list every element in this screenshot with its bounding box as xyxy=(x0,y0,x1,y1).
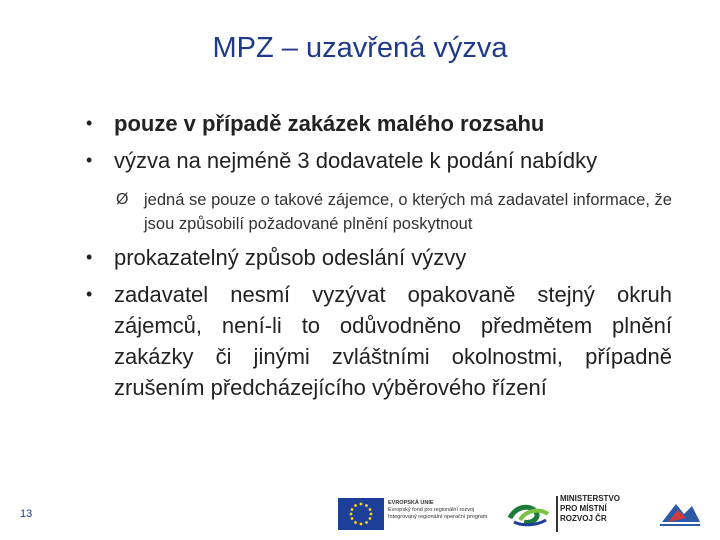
eu-line2: Evropský fond pro regionální rozvoj xyxy=(388,507,475,513)
sub-bullet-item xyxy=(86,188,672,236)
bullet-marker: • xyxy=(86,150,93,170)
bullet-item xyxy=(86,279,672,403)
eu-line1: EVROPSKÁ UNIE xyxy=(388,500,434,506)
bullet-marker: • xyxy=(86,247,93,267)
nok-logo-icon xyxy=(648,496,712,534)
bullet-text: výzva na nejméně 3 dodavatele k podání nabídky xyxy=(114,148,598,173)
bullet-text: prokazatelný způsob odeslání výzvy xyxy=(114,245,467,270)
mmr-logo-icon xyxy=(556,496,558,532)
sub-bullet-text: jedná se pouze o takové zájemce, o kterých má zadavatel informace, že jsou způsobilí požadované plnění poskytnout xyxy=(144,191,672,233)
ministry-line1: MINISTERSTVO xyxy=(560,494,621,503)
irop-swirl-logo-icon xyxy=(506,502,552,528)
eu-flag-icon xyxy=(338,498,384,530)
bullet-item xyxy=(86,108,672,139)
eu-program-text xyxy=(388,500,500,521)
eu-line3: Integrovaný regionální operační program xyxy=(388,514,488,520)
page-number: 13 xyxy=(20,508,33,520)
slide-title: MPZ – uzavřená výzva xyxy=(212,32,508,64)
ministry-line3: ROZVOJ ČR xyxy=(560,514,607,523)
ministry-logo-text xyxy=(560,494,640,524)
bullet-item xyxy=(86,145,672,176)
bullet-marker: • xyxy=(86,284,93,304)
bullet-item xyxy=(86,242,672,273)
arrow-bullet-icon: Ø xyxy=(116,191,129,208)
ministry-line2: PRO MÍSTNÍ xyxy=(560,504,607,513)
bullet-marker: • xyxy=(86,113,93,133)
bullet-text: pouze v případě zakázek malého rozsahu xyxy=(114,111,545,136)
slide-footer xyxy=(0,488,720,540)
bullet-text: zadavatel nesmí vyzývat opakovaně stejný okruh zájemců, není-li to odůvodněno předmětem plnění zakázky či jinými zvláštními okolnostmi, případně zrušením předcházejícího výběrového řízení xyxy=(114,282,672,400)
slide-content xyxy=(86,108,672,409)
